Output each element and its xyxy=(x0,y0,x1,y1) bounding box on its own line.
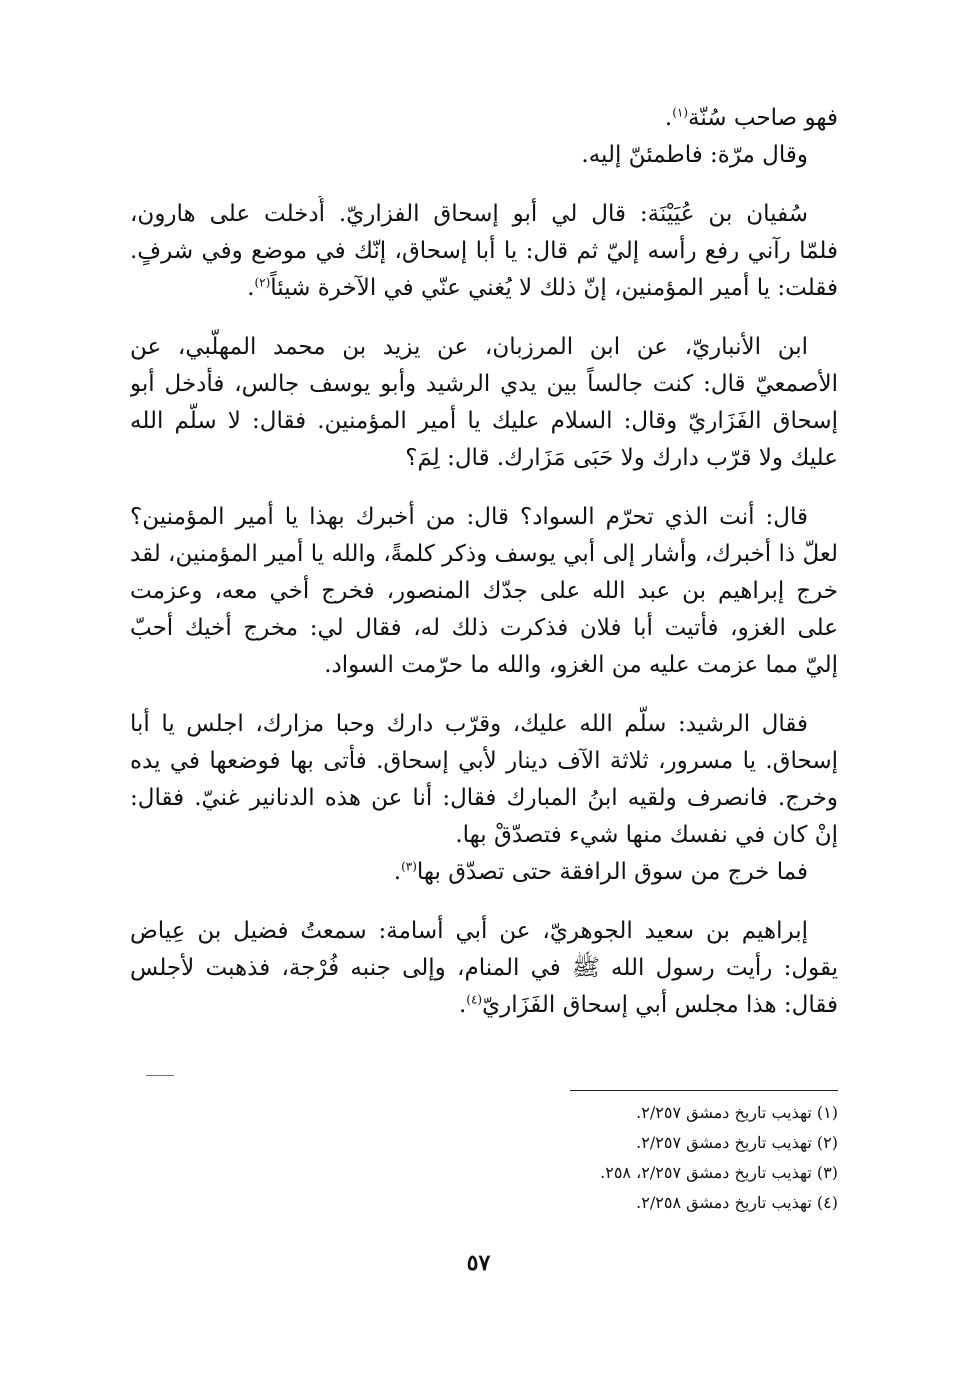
footnote-ref: (١) xyxy=(672,105,689,120)
footnote-separator xyxy=(570,1090,838,1091)
text-line: إبراهيم بن سعيد الجوهريّ، عن أبي أسامة: سمعتُ فضيل بن عِياض xyxy=(130,918,808,944)
text-line: على الغزو، فأتيت أبا فلان فذكرت ذلك له، فقال لي: مخرج أخيك أحبّ xyxy=(130,615,838,641)
text-line: إسحاق الفَزَاريّ وقال: السلام عليك يا أمير المؤمنين. فقال: لا سلّم الله xyxy=(130,408,838,434)
text-line: عليك ولا قرّب دارك ولا حَبَى مَزَارك. قال: لِمَ؟ xyxy=(405,445,838,471)
footnote: (٣) تهذيب تاريخ دمشق ٢/٢٥٧، ٢٥٨. xyxy=(600,1163,838,1182)
text-line: الأصمعيّ قال: كنت جالساً بين يدي الرشيد وأبو يوسف جالس، فأُدخل أبو xyxy=(130,371,838,397)
text-line: وخرج. فانصرف ولقيه ابنُ المبارك فقال: أنا عن هذه الدنانير غنيّ. فقال: xyxy=(130,785,838,811)
paragraph xyxy=(130,854,838,891)
margin-mark xyxy=(146,1075,174,1076)
paragraph xyxy=(130,137,838,174)
page-number: ٥٧ xyxy=(466,1250,491,1276)
paragraph xyxy=(130,499,838,684)
text-line: يقول: رأيت رسول الله ﷺ في المنام، وإلى جنبه فُرْجة، فذهبت لأجلس xyxy=(130,955,838,981)
paragraph xyxy=(130,100,838,137)
text-line: إسحاق. يا مسرور، ثلاثة الآف دينار لأبي إسحاق. فأتى بها فوضعها في يده xyxy=(130,748,838,774)
footnote-ref: (٢) xyxy=(254,275,271,290)
text-line: فما خرج من سوق الرافقة حتى تصدّق بها$^{(٣)}$. xyxy=(393,859,808,885)
text-line: فقال: هذا مجلس أبي إسحاق الفَزَاريّ$^{(٤)}$. xyxy=(458,992,838,1018)
footnote: (٤) تهذيب تاريخ دمشق ٢/٢٥٨. xyxy=(636,1193,838,1212)
text-line: إليّ مما عزمت عليه من الغزو، والله ما حرّمت السواد. xyxy=(324,652,838,678)
text-line: فقلت: يا أمير المؤمنين، إنّ ذلك لا يُغني عنّي في الآخرة شيئاً$^{(٢)}$. xyxy=(247,275,838,301)
footnote: (٢) تهذيب تاريخ دمشق ٢/٢٥٧. xyxy=(636,1133,838,1152)
text-line: فهو صاحب سُنّة$^{(١)}$. xyxy=(664,105,838,131)
text-line: إنْ كان في نفسك منها شيء فتصدّقْ بها. xyxy=(455,822,838,848)
main-text xyxy=(130,100,838,1046)
text-line: خرج إبراهيم بن عبد الله على جدّك المنصور، فخرج أخي معه، وعزمت xyxy=(130,578,838,604)
text-line: ابن الأنباريّ، عن ابن المرزبان، عن يزيد بن محمد المهلّبي، عن xyxy=(130,334,808,360)
paragraph xyxy=(130,329,838,477)
footnotes xyxy=(418,1098,838,1218)
text-line: لعلّ ذا أخبرك، وأشار إلى أبي يوسف وذكر كلمةً، والله يا أمير المؤمنين، لقد xyxy=(130,541,838,567)
text-line: سُفيان بن عُيَيْنَة: قال لي أبو إسحاق الفزاريّ. أُدخلت على هارون، xyxy=(130,201,808,227)
footnote-ref: (٣) xyxy=(401,859,417,874)
text-line: وقال مرّة: فاطمئنّ إليه. xyxy=(581,142,808,168)
text-line: فلمّا رآني رفع رأسه إليّ ثم قال: يا أبا إسحاق، إنّك في موضع وفي شرفٍ. xyxy=(130,238,838,264)
text-line: فقال الرشيد: سلّم الله عليك، وقرّب دارك وحبا مزارك، اجلس يا أبا xyxy=(130,711,808,737)
footnote-ref: (٤) xyxy=(466,992,483,1007)
text-line: قال: أنت الذي تحرّم السواد؟ قال: من أخبرك بهذا يا أمير المؤمنين؟ xyxy=(130,504,808,530)
paragraph xyxy=(130,196,838,307)
paragraph xyxy=(130,913,838,1024)
footnote: (١) تهذيب تاريخ دمشق ٢/٢٥٧. xyxy=(636,1103,838,1122)
paragraph xyxy=(130,706,838,854)
